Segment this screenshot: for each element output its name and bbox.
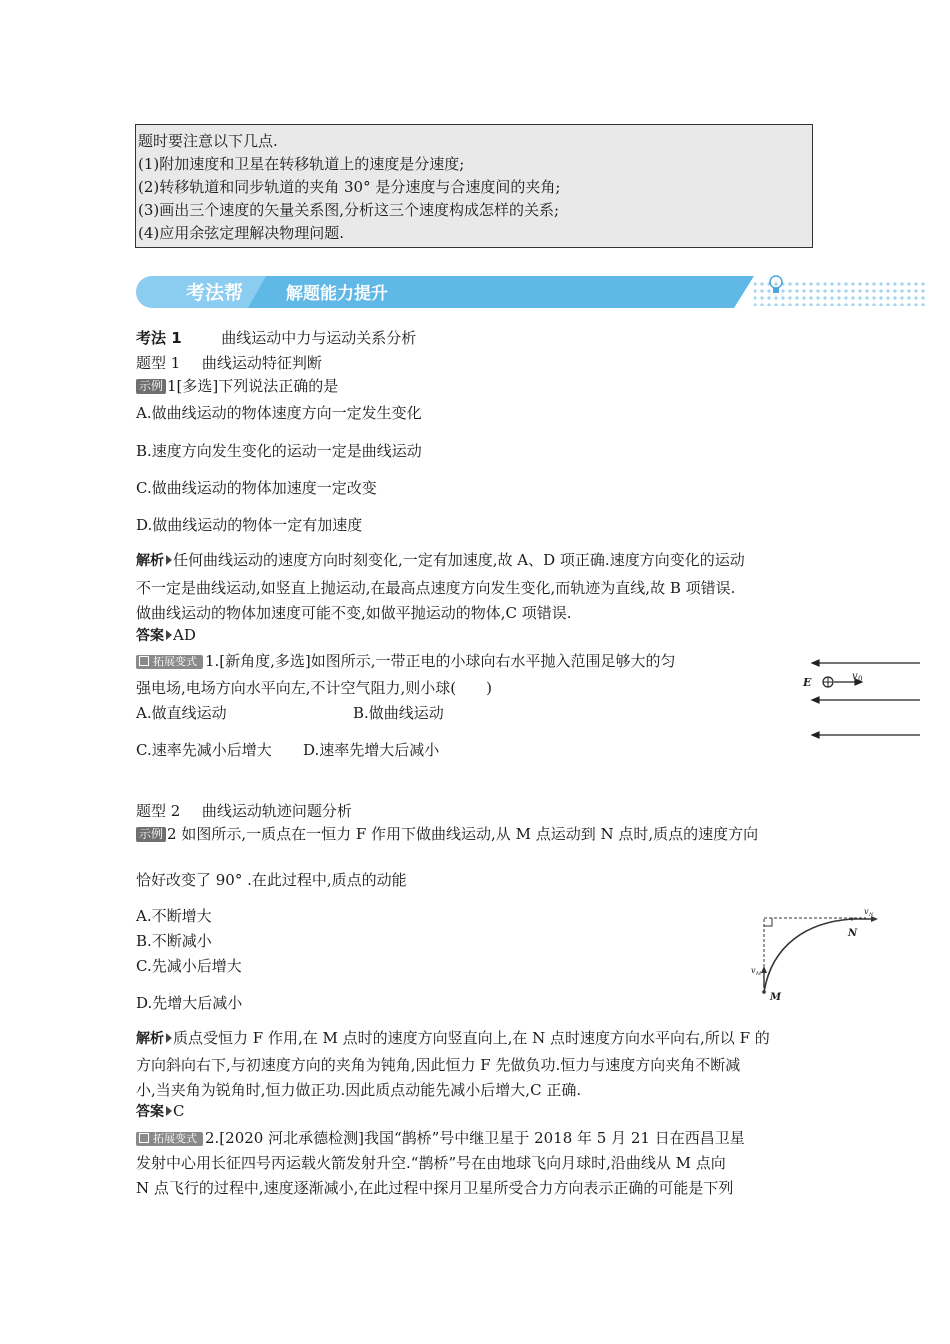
note-line: (2)转移轨道和同步轨道的夹角 30° 是分速度与合速度间的夹角; bbox=[138, 178, 561, 196]
note-line: (1)附加速度和卫星在转移轨道上的速度是分速度; bbox=[138, 155, 465, 173]
option: A.做曲线运动的物体速度方向一定发生变化 bbox=[136, 404, 422, 422]
option: C.先减小后增大 bbox=[136, 957, 242, 975]
answer-line bbox=[136, 1100, 184, 1123]
arrowhead-icon bbox=[812, 660, 819, 666]
analysis-line bbox=[136, 549, 745, 572]
example2-stem-text: 2 如图所示,一质点在一恒力 F 作用下做曲线运动,从 M 点运动到 N 点时,质点的速度方向 bbox=[167, 825, 759, 843]
example1-stem-text: 1[多选]下列说法正确的是 bbox=[167, 377, 339, 395]
arrowhead-icon bbox=[812, 732, 819, 738]
analysis-line: 不一定是曲线运动,如竖直上抛运动,在最高点速度方向发生变化,而轨迹为直线,故 B 项错误. bbox=[136, 579, 736, 597]
vn-subscript: N bbox=[869, 912, 874, 918]
ext1-stem-text: 1.[新角度,多选]如图所示,一带正电的小球向右水平抛入范围足够大的匀 bbox=[205, 652, 676, 670]
type1-title: 曲线运动特征判断 bbox=[201, 354, 322, 372]
type1-label: 题型 1 bbox=[136, 354, 181, 372]
analysis-tag: 解析 bbox=[136, 553, 164, 569]
right-angle-mark bbox=[764, 918, 772, 926]
ext2-stem-text: 2.[2020 河北承德检测]我国“鹊桥”号中继卫星于 2018 年 5 月 21 日在西昌卫星 bbox=[205, 1129, 745, 1147]
extension-label: 拓展变式 bbox=[153, 1132, 197, 1145]
type2-header bbox=[136, 800, 352, 822]
note-box bbox=[135, 124, 813, 248]
analysis-line: 做曲线运动的物体加速度可能不变,如做平抛运动的物体,C 项错误. bbox=[136, 604, 572, 622]
option: D.速率先增大后减小 bbox=[303, 741, 440, 759]
point-m-dot bbox=[762, 990, 766, 994]
option: D.做曲线运动的物体一定有加速度 bbox=[136, 516, 363, 534]
option: C.速率先减小后增大 bbox=[136, 741, 272, 759]
ext2-line: 发射中心用长征四号丙运载火箭发射升空.“鹊桥”号在由地球飞向月球时,沿曲线从 M 点向 bbox=[136, 1154, 726, 1172]
example2-stem-line2: 恰好改变了 90° .在此过程中,质点的动能 bbox=[136, 871, 407, 889]
banner-title: 考法帮 bbox=[186, 282, 244, 304]
vn-label: v bbox=[864, 907, 869, 916]
banner-graphic bbox=[136, 274, 928, 310]
type1-header bbox=[136, 352, 322, 374]
analysis-text: 任何曲线运动的速度方向时刻变化,一定有加速度,故 A、D 项正确.速度方向变化的运动 bbox=[173, 551, 745, 569]
option: B.速度方向发生变化的运动一定是曲线运动 bbox=[136, 442, 422, 460]
triangle-icon bbox=[166, 1033, 172, 1043]
trajectory-figure bbox=[748, 904, 884, 1004]
field-label: E bbox=[803, 676, 812, 689]
extension-badge bbox=[136, 655, 203, 669]
type2-title: 曲线运动轨迹问题分析 bbox=[201, 802, 352, 820]
example1-stem bbox=[136, 375, 338, 397]
triangle-icon bbox=[166, 1106, 172, 1116]
section-title: 曲线运动中力与运动关系分析 bbox=[221, 329, 417, 347]
answer-line bbox=[136, 624, 196, 647]
extension-label: 拓展变式 bbox=[153, 655, 197, 668]
section-banner bbox=[136, 274, 928, 310]
arrowhead-icon bbox=[812, 697, 819, 703]
answer-tag: 答案 bbox=[136, 628, 164, 644]
triangle-icon bbox=[166, 555, 172, 565]
option: B.做曲线运动 bbox=[353, 704, 444, 722]
point-n-dot bbox=[851, 918, 854, 921]
answer-text: C bbox=[173, 1102, 185, 1120]
section-label: 考法 1 bbox=[136, 329, 182, 347]
example-badge: 示例 bbox=[136, 827, 166, 842]
ext1-stem bbox=[136, 650, 676, 672]
type2-label: 题型 2 bbox=[136, 802, 181, 820]
ext1-stem-line2: 强电场,电场方向水平向左,不计空气阻力,则小球( ) bbox=[136, 679, 493, 697]
electric-field-figure bbox=[800, 655, 922, 745]
option: D.先增大后减小 bbox=[136, 994, 243, 1012]
point-m-label: M bbox=[770, 992, 782, 1003]
section-header bbox=[136, 327, 416, 349]
velocity-label: v bbox=[852, 671, 858, 682]
trajectory-curve bbox=[764, 919, 852, 992]
triangle-icon bbox=[166, 630, 172, 640]
arrowhead-icon bbox=[761, 966, 767, 973]
option: A.不断增大 bbox=[136, 907, 212, 925]
analysis-line: 方向斜向右下,与初速度方向的夹角为钝角,因此恒力 F 先做负功.恒力与速度方向夹角不断减 bbox=[136, 1056, 741, 1074]
velocity-subscript: 0 bbox=[858, 675, 863, 683]
option: A.做直线运动 bbox=[136, 704, 227, 722]
option: C.做曲线运动的物体加速度一定改变 bbox=[136, 479, 377, 497]
vm-subscript: M bbox=[756, 971, 762, 977]
ext2-line: N 点飞行的过程中,速度逐渐减小,在此过程中探月卫星所受合力方向表示正确的可能是下列 bbox=[136, 1179, 734, 1197]
option: B.不断减小 bbox=[136, 932, 212, 950]
analysis-text: 质点受恒力 F 作用,在 M 点时的速度方向竖直向上,在 N 点时速度方向水平向右,所以 F 的 bbox=[173, 1029, 770, 1047]
banner-subtitle: 解题能力提升 bbox=[286, 284, 388, 304]
answer-tag: 答案 bbox=[136, 1104, 164, 1120]
analysis-line: 小,当夹角为锐角时,恒力做正功.因此质点动能先减小后增大,C 正确. bbox=[136, 1081, 582, 1099]
note-line: (3)画出三个速度的矢量关系图,分析这三个速度构成怎样的关系; bbox=[138, 201, 560, 219]
note-line: (4)应用余弦定理解决物理问题. bbox=[138, 224, 345, 242]
extension-badge bbox=[136, 1132, 203, 1146]
ext2-stem bbox=[136, 1127, 745, 1149]
note-line: 题时要注意以下几点. bbox=[138, 132, 278, 150]
vm-label: v bbox=[751, 966, 756, 975]
analysis-line bbox=[136, 1027, 770, 1050]
answer-text: AD bbox=[173, 626, 196, 644]
example-badge: 示例 bbox=[136, 379, 166, 394]
analysis-tag: 解析 bbox=[136, 1031, 164, 1047]
example2-stem bbox=[136, 823, 758, 845]
point-n-label: N bbox=[848, 928, 858, 939]
